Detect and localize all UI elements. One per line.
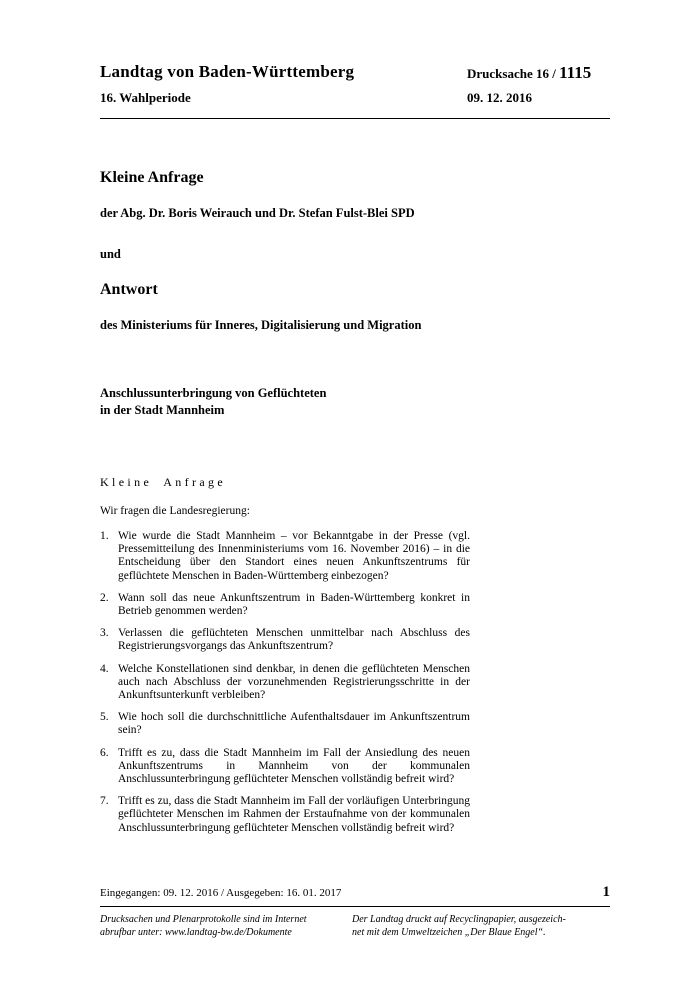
publisher-title: Landtag von Baden-Württemberg [100, 62, 355, 81]
question-number: 2. [100, 591, 109, 604]
question-text: Welche Konstellationen sind denkbar, in denen die geflüchteten Menschen auch nach Abschluss der vorzunehmenden Registrierungsschritte in der Ankunftsunterkunft verbleiben? [118, 662, 470, 702]
footer-note-right-line-2: net mit dem Umweltzeichen „Der Blaue Engel“. [352, 926, 546, 938]
footer-note-right-line-1: Der Landtag druckt auf Recyclingpapier, ausgezeich- [352, 914, 566, 925]
document-footer [100, 884, 610, 939]
question-section [100, 475, 470, 835]
connector-word: und [100, 247, 121, 261]
question-item [100, 663, 470, 703]
answer-heading: Antwort [100, 281, 158, 298]
footer-divider [100, 906, 610, 907]
question-number: 1. [100, 530, 109, 542]
question-text: Trifft es zu, dass die Stadt Mannheim im Fall der Ansiedlung des neuen Ankunftszentrums in Mannheim von der kommunalen Anschlussunterbringung geflüchteter Menschen vollständig befreit wird? [118, 746, 470, 786]
question-text: Wann soll das neue Ankunftszentrum in Baden-Württemberg konkret in Betrieb genommen werden? [118, 591, 470, 618]
document-header [100, 62, 610, 106]
question-number: 3. [100, 627, 109, 640]
question-number: 7. [100, 795, 109, 808]
question-number: 5. [100, 711, 109, 724]
legislative-period: 16. Wahlperiode [100, 90, 191, 105]
footer-note-left [100, 914, 352, 939]
page-number: 1 [602, 884, 610, 900]
intro-line: Wir fragen die Landesregierung: [100, 505, 250, 517]
footer-notes [100, 914, 610, 939]
question-item [100, 711, 470, 737]
section-heading: Kleine Anfrage [100, 475, 227, 489]
drucksache-number: 1115 [559, 63, 592, 82]
question-number: 4. [100, 662, 109, 675]
drucksache-line [467, 63, 591, 83]
subject-line-2: in der Stadt Mannheim [100, 403, 225, 417]
question-item [100, 627, 470, 653]
question-item [100, 530, 470, 583]
question-list [100, 530, 470, 835]
footer-note-left-line-1: Drucksachen und Plenarprotokolle sind im Internet [100, 914, 307, 925]
question-number: 6. [100, 746, 109, 759]
footer-note-right [352, 914, 610, 939]
question-text: Verlassen die geflüchteten Menschen unmittelbar nach Abschluss des Registrierungsvorgangs das Ankunftszentrum? [118, 627, 470, 653]
question-text: Wie hoch soll die durchschnittliche Aufenthaltsdauer im Ankunftszentrum sein? [118, 711, 470, 737]
question-text: Wie wurde die Stadt Mannheim – vor Bekanntgabe in der Presse (vgl. Pressemitteilung des Innenministeriums vom 16. November 2016) – in die Entscheidung über den Standort eines neuen Ankunftszentrums für geflüchtete Menschen in Baden-Württemberg einbezogen? [118, 530, 470, 582]
question-text: Trifft es zu, dass die Stadt Mannheim im Fall der vorläufigen Unterbringung geflüchteter Menschen im Rahmen der Erstaufnahme von der kommunalen Anschlussunterbringung geflüchteter Menschen vollständig befreit wird? [118, 795, 470, 834]
title-block [100, 169, 470, 419]
question-item [100, 747, 470, 787]
received-issued-line: Eingegangen: 09. 12. 2016 / Ausgegeben: 16. 01. 2017 [100, 887, 342, 899]
subject-line-1: Anschlussunterbringung von Geflüchteten [100, 386, 327, 400]
subject-title [100, 385, 470, 419]
footer-dates-row [100, 884, 610, 901]
drucksache-label: Drucksache 16 / [467, 66, 556, 81]
header-divider [100, 118, 610, 119]
footer-note-left-line-2: abrufbar unter: www.landtag-bw.de/Dokumente [100, 926, 292, 938]
authors-line: der Abg. Dr. Boris Weirauch und Dr. Stefan Fulst-Blei SPD [100, 206, 415, 220]
question-item [100, 592, 470, 618]
document-date: 09. 12. 2016 [467, 90, 532, 105]
question-item [100, 795, 470, 835]
ministry-line: des Ministeriums für Inneres, Digitalisierung und Migration [100, 318, 422, 332]
header-right-block [467, 63, 591, 106]
request-heading: Kleine Anfrage [100, 169, 204, 186]
